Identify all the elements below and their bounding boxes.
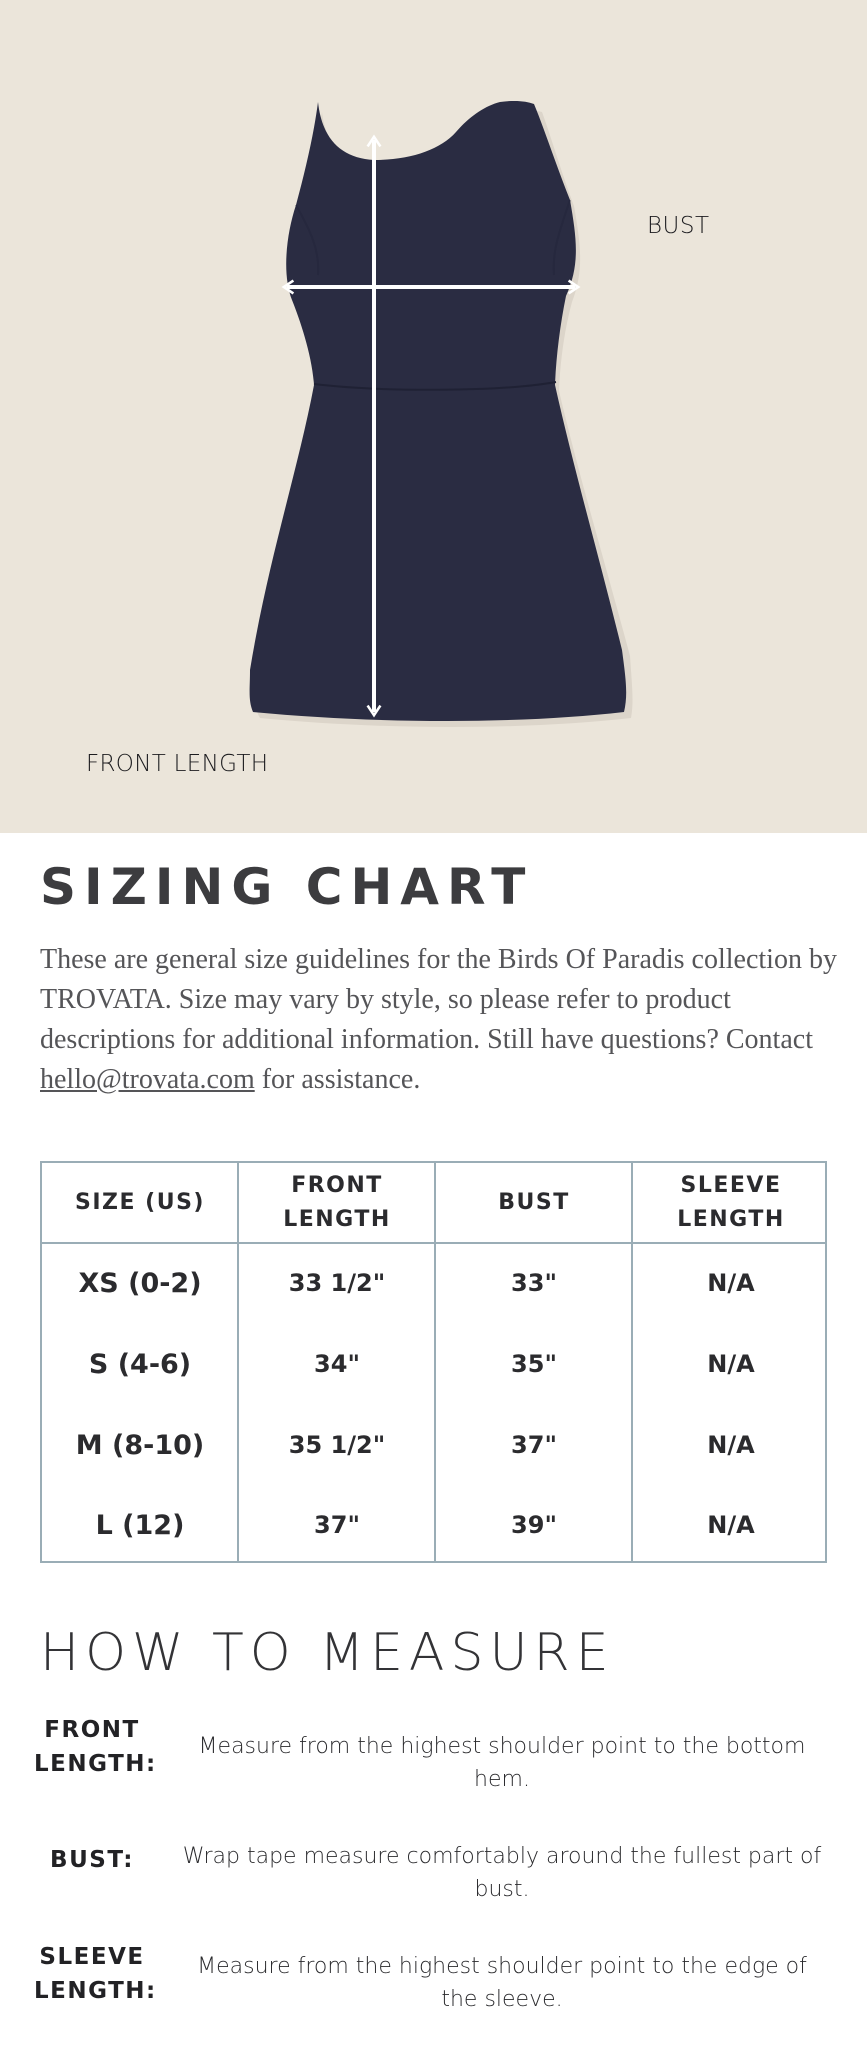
table-cell-front-length: 34" <box>314 1350 360 1378</box>
header-sleeve-length <box>633 1163 829 1242</box>
header-bust <box>436 1163 632 1242</box>
measure-label-front-length: FRONT LENGTH: <box>34 1717 157 1777</box>
intro-text: These are general size guidelines for the Birds Of Paradis collection by TROVATA. Size may vary by style, so please refer to product descriptions for additional information. Still have questions? Contact <box>40 944 837 1055</box>
measure-desc-front-length: Measure from the highest shoulder point to the bottom hem. <box>198 1734 806 1792</box>
table-cell-bust: 37" <box>511 1431 557 1459</box>
header-sleeve-length-text: SLEEVE LENGTH <box>677 1172 785 1232</box>
table-cell-front-length: 35 1/2" <box>288 1431 386 1459</box>
measure-desc-bust: Wrap tape measure comfortably around the fullest part of bust. <box>182 1844 822 1902</box>
header-front-length-text: FRONT LENGTH <box>283 1172 391 1232</box>
front-length-label: FRONT LENGTH <box>86 751 269 777</box>
header-bust-text: BUST <box>498 1189 570 1215</box>
measure-label-bust: BUST: <box>50 1847 134 1873</box>
table-cell-front-length: 37" <box>314 1511 360 1539</box>
intro-text-end: for assistance. <box>254 1064 421 1095</box>
table-cell-sleeve-length: N/A <box>707 1269 755 1297</box>
table-cell-bust: 33" <box>511 1269 557 1297</box>
dress-shape <box>250 101 627 721</box>
measure-desc-sleeve-length: Measure from the highest shoulder point to the edge of the sleeve. <box>197 1954 807 2012</box>
email-link[interactable]: hello@trovata.com <box>40 1064 255 1095</box>
bust-label: BUST <box>647 213 710 239</box>
how-to-measure-title: HOW TO MEASURE <box>40 1623 615 1683</box>
table-header-divider <box>42 1242 825 1244</box>
table-cell-sleeve-length: N/A <box>707 1511 755 1539</box>
table-cell-size: M (8-10) <box>75 1429 205 1461</box>
header-size-text: SIZE (US) <box>75 1189 205 1215</box>
sizing-intro <box>40 940 840 1100</box>
table-cell-bust: 39" <box>511 1511 557 1539</box>
table-cell-front-length: 33 1/2" <box>288 1269 386 1297</box>
table-cell-sleeve-length: N/A <box>707 1431 755 1459</box>
table-cell-size: S (4-6) <box>88 1348 192 1380</box>
hero-image <box>0 0 867 833</box>
size-table <box>40 1161 827 1563</box>
header-size <box>42 1163 238 1242</box>
header-front-length <box>239 1163 435 1242</box>
table-cell-bust: 35" <box>511 1350 557 1378</box>
dress-illustration <box>0 0 867 833</box>
measure-label-sleeve-length: SLEEVE LENGTH: <box>34 1944 157 2004</box>
sizing-chart-title: SIZING CHART <box>40 858 534 916</box>
table-cell-size: L (12) <box>95 1509 185 1541</box>
table-cell-sleeve-length: N/A <box>707 1350 755 1378</box>
table-cell-size: XS (0-2) <box>78 1267 202 1299</box>
